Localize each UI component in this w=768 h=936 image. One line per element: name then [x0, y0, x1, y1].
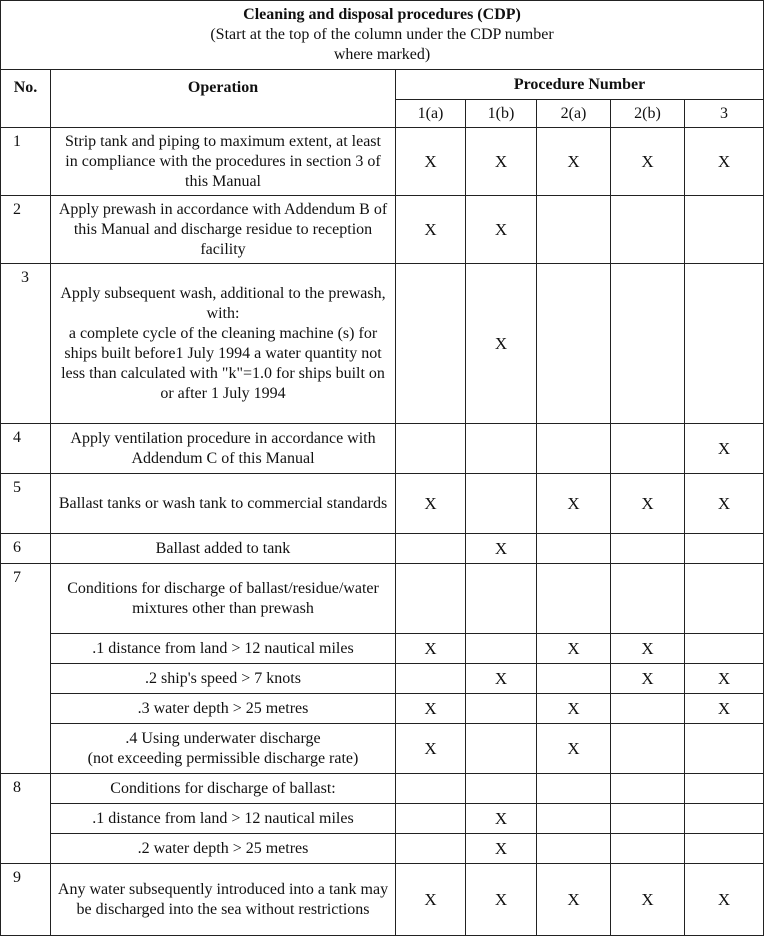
header-procedure-3: 3 [685, 100, 764, 128]
row-number: 1 [1, 128, 51, 196]
table-row [1, 128, 764, 196]
table-subrow [1, 634, 764, 664]
procedure-mark-cell [611, 564, 685, 634]
title-main: Cleaning and disposal procedures (CDP) [243, 6, 521, 23]
procedure-mark-cell: X [537, 864, 611, 936]
procedure-mark-cell: X [537, 634, 611, 664]
procedure-mark-cell [611, 264, 685, 424]
table-row [1, 864, 764, 936]
table-subrow [1, 804, 764, 834]
procedure-mark-cell [537, 424, 611, 474]
operation-cell: Any water subsequently introduced into a tank may be discharged into the sea without restrictions [51, 864, 396, 936]
procedure-mark-cell [611, 774, 685, 804]
operation-cell: Apply subsequent wash, additional to the prewash, with: a complete cycle of the cleaning machine (s) for ships built before1 July 1994 a water quantity not less than calculated with "k"=1.0 for ships built on or after 1 July 1994 [51, 264, 396, 424]
procedure-mark-cell: X [685, 424, 764, 474]
procedure-mark-cell [537, 196, 611, 264]
operation-cell: Apply ventilation procedure in accordance with Addendum C of this Manual [51, 424, 396, 474]
procedure-mark-cell: X [537, 724, 611, 774]
procedure-mark-cell: X [396, 634, 466, 664]
procedure-mark-cell: X [685, 128, 764, 196]
procedure-mark-cell: X [466, 864, 537, 936]
procedure-mark-cell [537, 534, 611, 564]
procedure-mark-cell: X [466, 664, 537, 694]
operation-cell: Conditions for discharge of ballast/residue/water mixtures other than prewash [51, 564, 396, 634]
row-number: 2 [1, 196, 51, 264]
procedure-mark-cell: X [396, 128, 466, 196]
procedure-mark-cell: X [396, 196, 466, 264]
table-row [1, 474, 764, 534]
table-subrow [1, 664, 764, 694]
operation-cell: .1 distance from land > 12 nautical miles [51, 634, 396, 664]
row-number: 6 [1, 534, 51, 564]
procedure-mark-cell [466, 774, 537, 804]
procedure-mark-cell: X [396, 864, 466, 936]
procedure-mark-cell: X [466, 804, 537, 834]
procedure-mark-cell: X [537, 694, 611, 724]
procedure-mark-cell [685, 724, 764, 774]
header-no: No. [1, 70, 51, 128]
procedure-mark-cell: X [685, 474, 764, 534]
table-subrow [1, 724, 764, 774]
procedure-mark-cell: X [685, 694, 764, 724]
procedure-mark-cell [685, 804, 764, 834]
procedure-mark-cell: X [685, 664, 764, 694]
procedure-mark-cell [466, 474, 537, 534]
procedure-mark-cell [466, 694, 537, 724]
procedure-mark-cell: X [466, 534, 537, 564]
table-row [1, 424, 764, 474]
table-row [1, 534, 764, 564]
procedure-mark-cell: X [396, 474, 466, 534]
operation-cell: .3 water depth > 25 metres [51, 694, 396, 724]
table-title [1, 1, 764, 70]
operation-cell: Strip tank and piping to maximum extent, at least in compliance with the procedures in section 3 of this Manual [51, 128, 396, 196]
operation-cell: .2 ship's speed > 7 knots [51, 664, 396, 694]
procedure-mark-cell [537, 834, 611, 864]
procedure-mark-cell: X [611, 664, 685, 694]
procedure-mark-cell: X [537, 474, 611, 534]
row-number: 9 [1, 864, 51, 936]
title-subtitle-line2: where marked) [333, 46, 431, 63]
operation-cell: .4 Using underwater discharge (not exceeding permissible discharge rate) [51, 724, 396, 774]
procedure-mark-cell [685, 196, 764, 264]
header-procedure-1b: 1(b) [466, 100, 537, 128]
title-subtitle-line1: (Start at the top of the column under the CDP number [210, 26, 554, 43]
procedure-mark-cell: X [396, 694, 466, 724]
procedure-mark-cell [466, 424, 537, 474]
procedure-mark-cell: X [611, 634, 685, 664]
procedure-mark-cell [396, 564, 466, 634]
procedure-mark-cell: X [611, 864, 685, 936]
procedure-mark-cell [685, 534, 764, 564]
table-body [1, 128, 764, 936]
table-subrow [1, 694, 764, 724]
procedure-mark-cell [537, 804, 611, 834]
procedure-mark-cell [685, 634, 764, 664]
header-procedure-2a: 2(a) [537, 100, 611, 128]
header-operation: Operation [51, 70, 396, 128]
procedure-mark-cell [611, 196, 685, 264]
procedure-mark-cell: X [466, 196, 537, 264]
procedure-mark-cell: X [466, 264, 537, 424]
procedure-mark-cell: X [466, 834, 537, 864]
operation-cell: Ballast added to tank [51, 534, 396, 564]
row-number: 5 [1, 474, 51, 534]
procedure-mark-cell [396, 664, 466, 694]
procedure-mark-cell [396, 424, 466, 474]
header-procedure-1a: 1(a) [396, 100, 466, 128]
procedure-mark-cell: X [396, 724, 466, 774]
procedure-mark-cell [466, 634, 537, 664]
procedure-mark-cell [396, 534, 466, 564]
procedure-mark-cell [396, 804, 466, 834]
table-subrow [1, 834, 764, 864]
procedure-mark-cell: X [611, 128, 685, 196]
procedure-mark-cell [611, 694, 685, 724]
header-procedure-2b: 2(b) [611, 100, 685, 128]
procedure-mark-cell: X [685, 864, 764, 936]
operation-cell: Apply prewash in accordance with Addendum B of this Manual and discharge residue to reception facility [51, 196, 396, 264]
procedure-mark-cell [396, 264, 466, 424]
table-row [1, 264, 764, 424]
procedure-mark-cell [396, 834, 466, 864]
procedure-mark-cell: X [611, 474, 685, 534]
procedure-mark-cell: X [466, 128, 537, 196]
procedure-mark-cell [537, 564, 611, 634]
procedure-mark-cell [466, 564, 537, 634]
table-row [1, 774, 764, 804]
operation-cell: .1 distance from land > 12 nautical miles [51, 804, 396, 834]
procedure-mark-cell [396, 774, 466, 804]
procedure-mark-cell [685, 564, 764, 634]
table-row [1, 196, 764, 264]
procedure-mark-cell [537, 264, 611, 424]
procedure-mark-cell [537, 664, 611, 694]
row-number: 4 [1, 424, 51, 474]
procedure-mark-cell [611, 724, 685, 774]
table-row [1, 564, 764, 634]
procedure-mark-cell [611, 804, 685, 834]
procedure-mark-cell [685, 774, 764, 804]
procedure-mark-cell [611, 534, 685, 564]
procedure-mark-cell [466, 724, 537, 774]
procedure-mark-cell: X [537, 128, 611, 196]
procedure-mark-cell [537, 774, 611, 804]
operation-cell: Conditions for discharge of ballast: [51, 774, 396, 804]
procedure-mark-cell [611, 834, 685, 864]
row-number: 7 [1, 564, 51, 774]
row-number: 8 [1, 774, 51, 864]
header-procedure-number: Procedure Number [396, 70, 764, 100]
operation-cell: Ballast tanks or wash tank to commercial standards [51, 474, 396, 534]
procedure-mark-cell [685, 264, 764, 424]
row-number: 3 [1, 264, 51, 424]
procedure-mark-cell [611, 424, 685, 474]
operation-cell: .2 water depth > 25 metres [51, 834, 396, 864]
procedure-mark-cell [685, 834, 764, 864]
